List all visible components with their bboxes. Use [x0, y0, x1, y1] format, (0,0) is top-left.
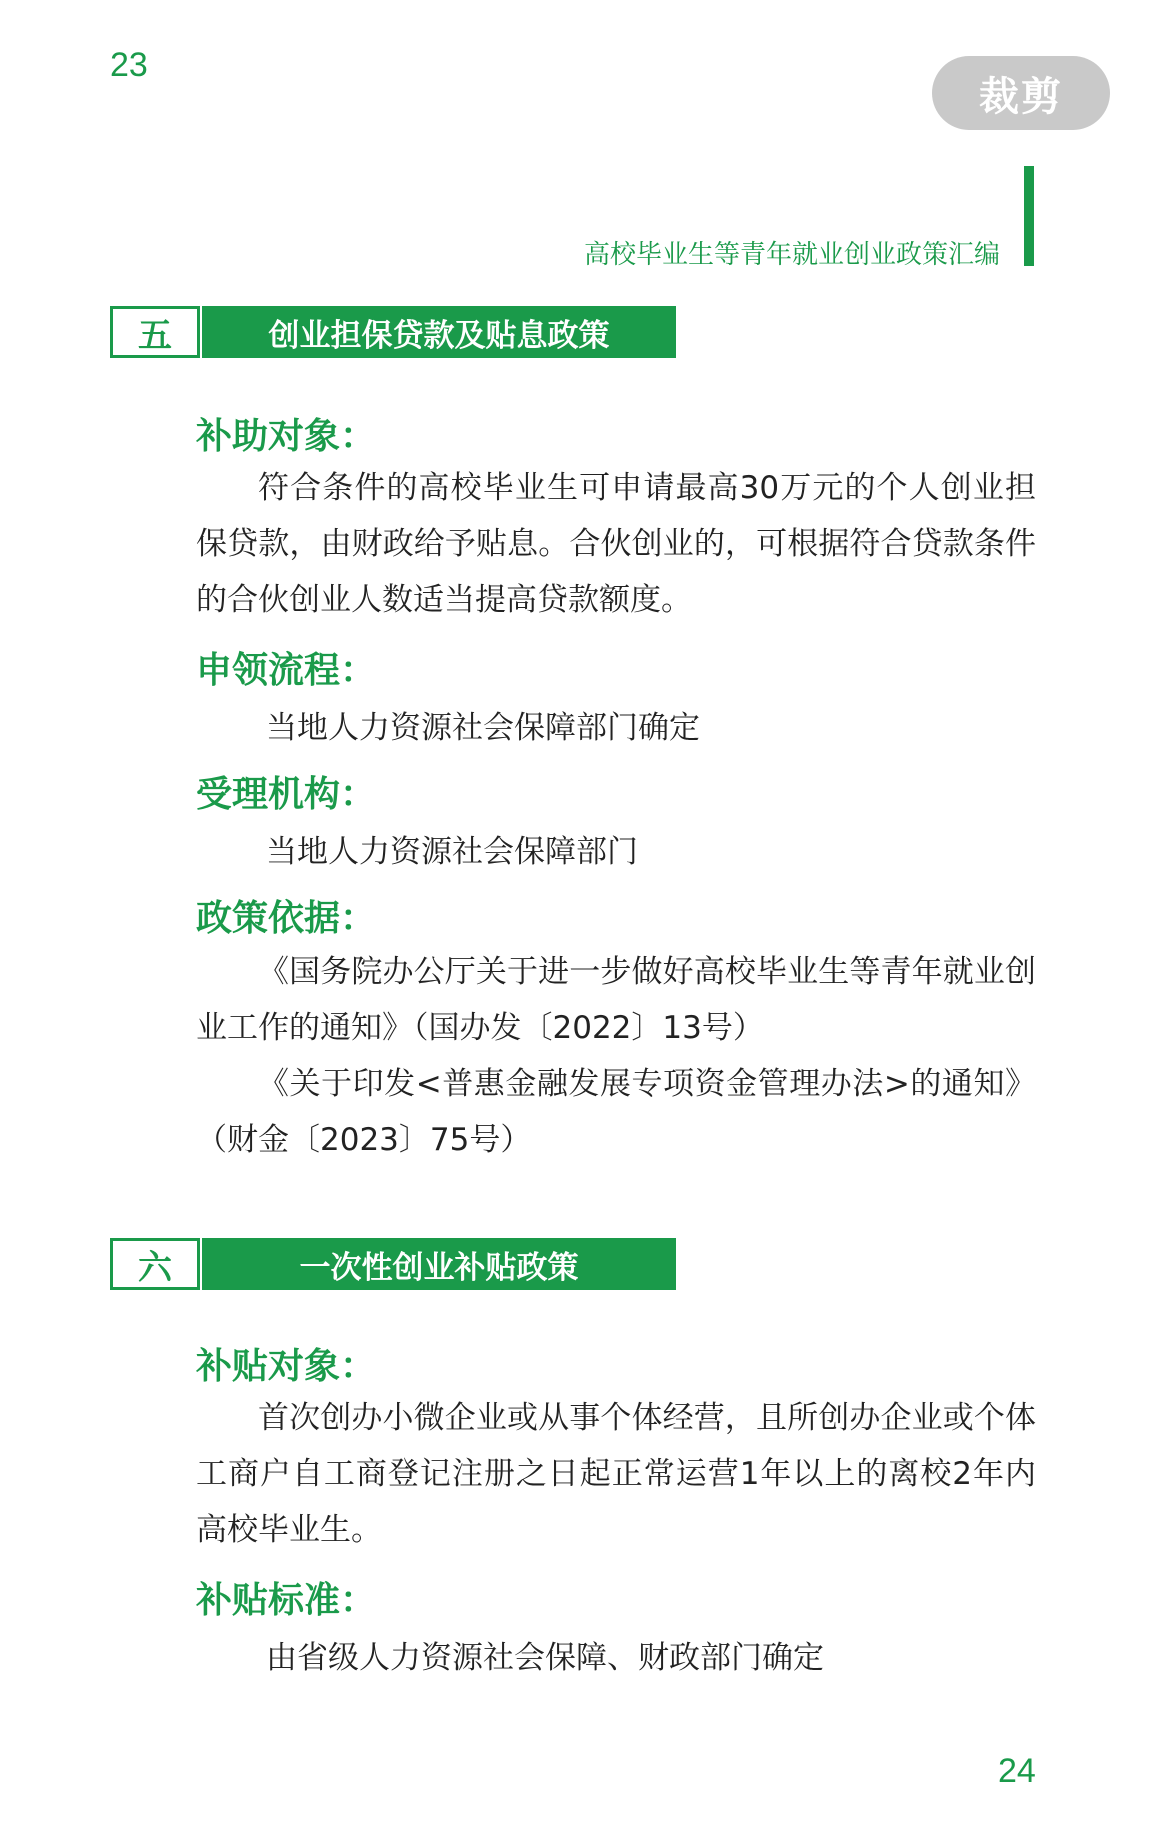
subsidy-target-text: 符合条件的高校毕业生可申请最高30万元的个人创业担保贷款，由财政给予贴息。合伙创业的，可根据符合贷款条件的合伙创业人数适当提高贷款额度。 — [196, 470, 1036, 618]
section-6-title: 一次性创业补贴政策 — [202, 1238, 676, 1290]
section-5-number: 五 — [110, 306, 200, 358]
header-rule — [1024, 166, 1034, 266]
grant-standard-label: 补贴标准： — [196, 1580, 377, 1621]
running-header: 高校毕业生等青年就业创业政策汇编 — [583, 240, 1000, 270]
section-6-heading — [110, 1238, 676, 1290]
policy-basis-1: 《国务院办公厅关于进一步做好高校毕业生等青年就业创业工作的通知》（国办发〔2022〕13号） — [196, 954, 1036, 1046]
grant-target-label: 补贴对象： — [196, 1346, 377, 1387]
policy-basis-2: 《关于印发<普惠金融发展专项资金管理办法>的通知》（财金〔2023〕75号） — [196, 1066, 1036, 1158]
application-process-label: 申领流程： — [196, 650, 377, 691]
subsidy-target-label: 补助对象： — [196, 416, 377, 457]
handling-agency-text: 当地人力资源社会保障部门 — [266, 834, 638, 870]
grant-standard-text: 由省级人力资源社会保障、财政部门确定 — [266, 1640, 824, 1676]
grant-target-text: 首次创办小微企业或从事个体经营，且所创办企业或个体工商户自工商登记注册之日起正常运营1年以上的离校2年内高校毕业生。 — [196, 1400, 1036, 1548]
application-process-text: 当地人力资源社会保障部门确定 — [266, 710, 700, 746]
section-6-number: 六 — [110, 1238, 200, 1290]
page-number-bottom: 24 — [998, 1752, 1036, 1790]
page-number-top: 23 — [110, 46, 148, 84]
crop-button[interactable]: 裁剪 — [932, 56, 1110, 130]
section-5-heading — [110, 306, 676, 358]
section-5-title: 创业担保贷款及贴息政策 — [202, 306, 676, 358]
policy-basis-label: 政策依据： — [196, 898, 377, 939]
handling-agency-label: 受理机构： — [196, 774, 377, 815]
